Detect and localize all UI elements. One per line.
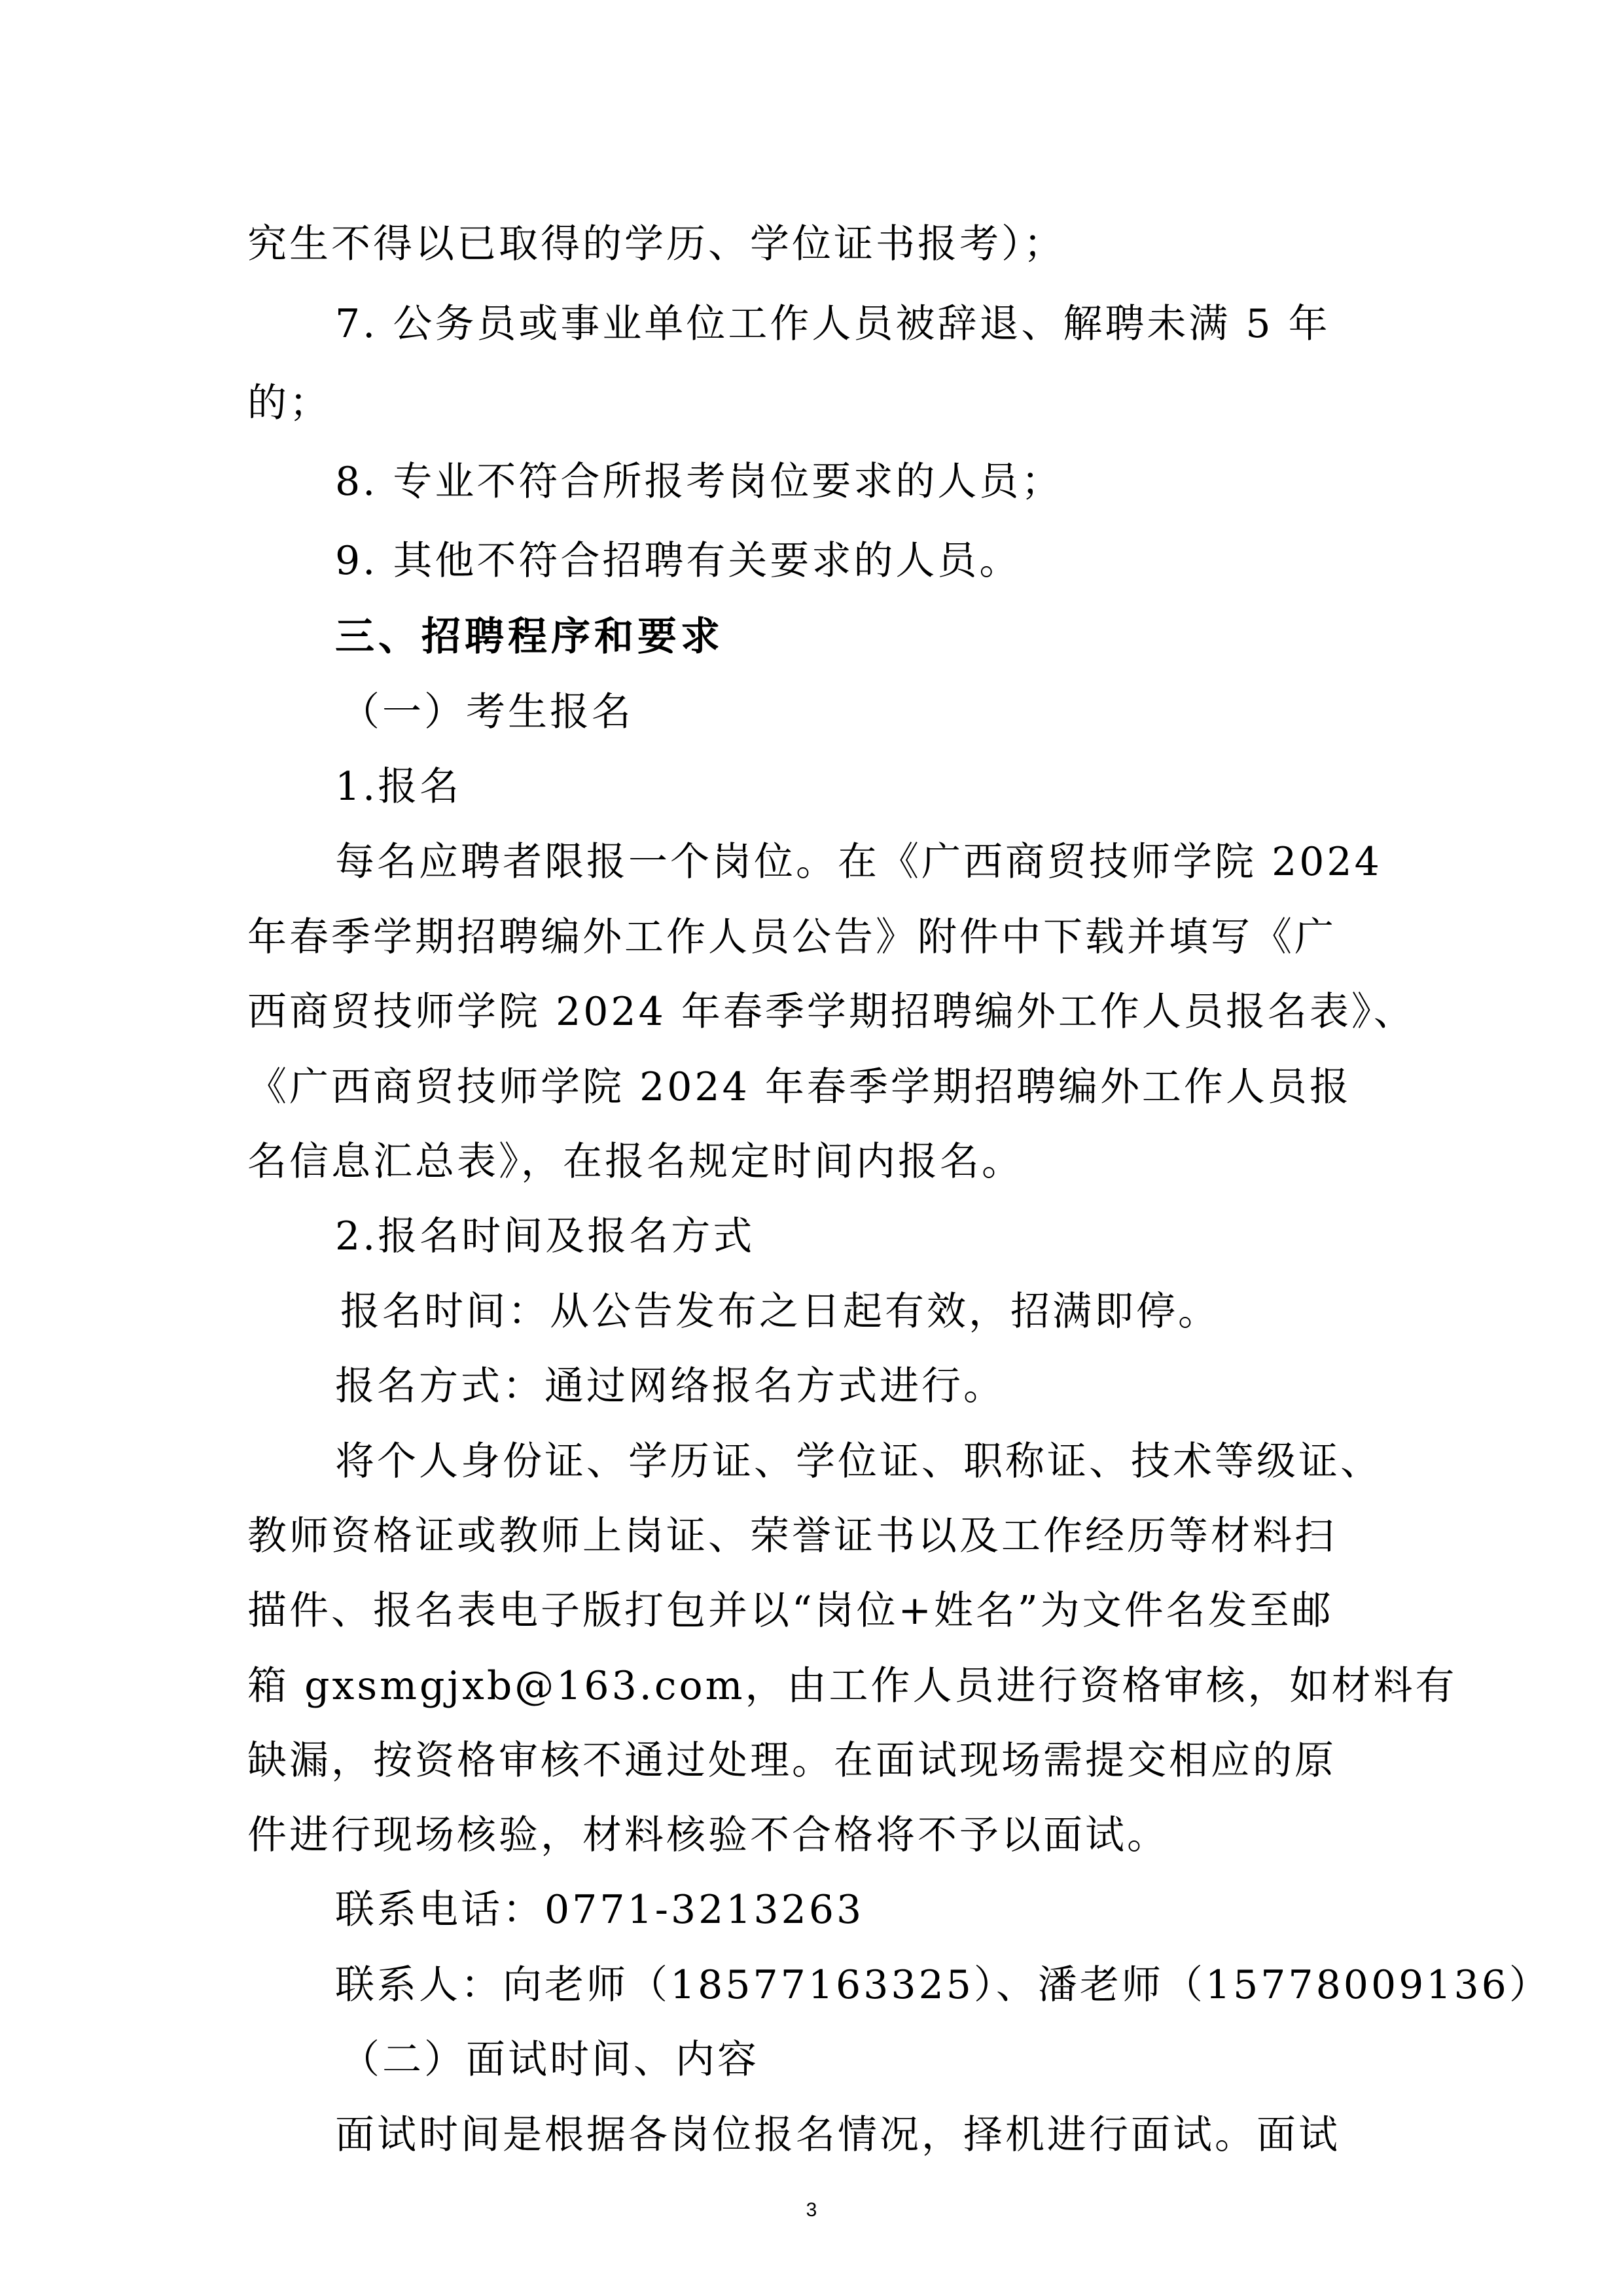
paragraph-line: 每名应聘者限报一个岗位。在《广西商贸技师学院 2024 xyxy=(335,839,1382,885)
section-heading: 三、招聘程序和要求 xyxy=(335,614,724,660)
paragraph-line: 年春季学期招聘编外工作人员公告》附件中下载并填写《广 xyxy=(247,914,1336,960)
paragraph-line: 的； xyxy=(247,380,331,426)
paragraph-line: 面试时间是根据各岗位报名情况，择机进行面试。面试 xyxy=(335,2112,1340,2158)
paragraph-line: 报名方式：通过网络报名方式进行。 xyxy=(335,1363,1005,1409)
item-heading: 1.报名 xyxy=(335,764,462,810)
item-heading: 2.报名时间及报名方式 xyxy=(335,1213,755,1259)
paragraph-line: 西商贸技师学院 2024 年春季学期招聘编外工作人员报名表》、 xyxy=(247,989,1416,1035)
subsection-heading: （二）面试时间、内容 xyxy=(340,2037,759,2083)
paragraph-line: 箱 gxsmgjxb@163.com，由工作人员进行资格审核，如材料有 xyxy=(247,1663,1457,1709)
paragraph-line: 教师资格证或教师上岗证、荣誉证书以及工作经历等材料扫 xyxy=(247,1513,1336,1559)
paragraph-line: 件进行现场核验，材料核验不合格将不予以面试。 xyxy=(247,1812,1169,1858)
list-item: 7. 公务员或事业单位工作人员被辞退、解聘未满 5 年 xyxy=(335,301,1330,347)
list-item: 8. 专业不符合所报考岗位要求的人员； xyxy=(335,459,1063,505)
paragraph-line: 将个人身份证、学历证、学位证、职称证、技术等级证、 xyxy=(335,1439,1382,1484)
paragraph-line: 描件、报名表电子版打包并以“岗位+姓名”为文件名发至邮 xyxy=(247,1588,1334,1634)
page-number: 3 xyxy=(806,2199,817,2221)
contact-phone: 联系电话：0771-3213263 xyxy=(335,1887,865,1933)
list-item: 9. 其他不符合招聘有关要求的人员。 xyxy=(335,538,1022,584)
contact-persons: 联系人：向老师（18577163325）、潘老师（15778009136） xyxy=(335,1962,1551,2008)
paragraph-line: 名信息汇总表》，在报名规定时间内报名。 xyxy=(247,1139,1024,1185)
paragraph-line: 究生不得以已取得的学历、学位证书报考）； xyxy=(247,221,1065,267)
subsection-heading: （一）考生报名 xyxy=(340,689,633,735)
paragraph-line: 报名时间：从公告发布之日起有效，招满即停。 xyxy=(340,1289,1220,1335)
paragraph-line: 《广西商贸技师学院 2024 年春季学期招聘编外工作人员报 xyxy=(247,1064,1351,1110)
paragraph-line: 缺漏，按资格审核不通过处理。在面试现场需提交相应的原 xyxy=(247,1738,1336,1784)
